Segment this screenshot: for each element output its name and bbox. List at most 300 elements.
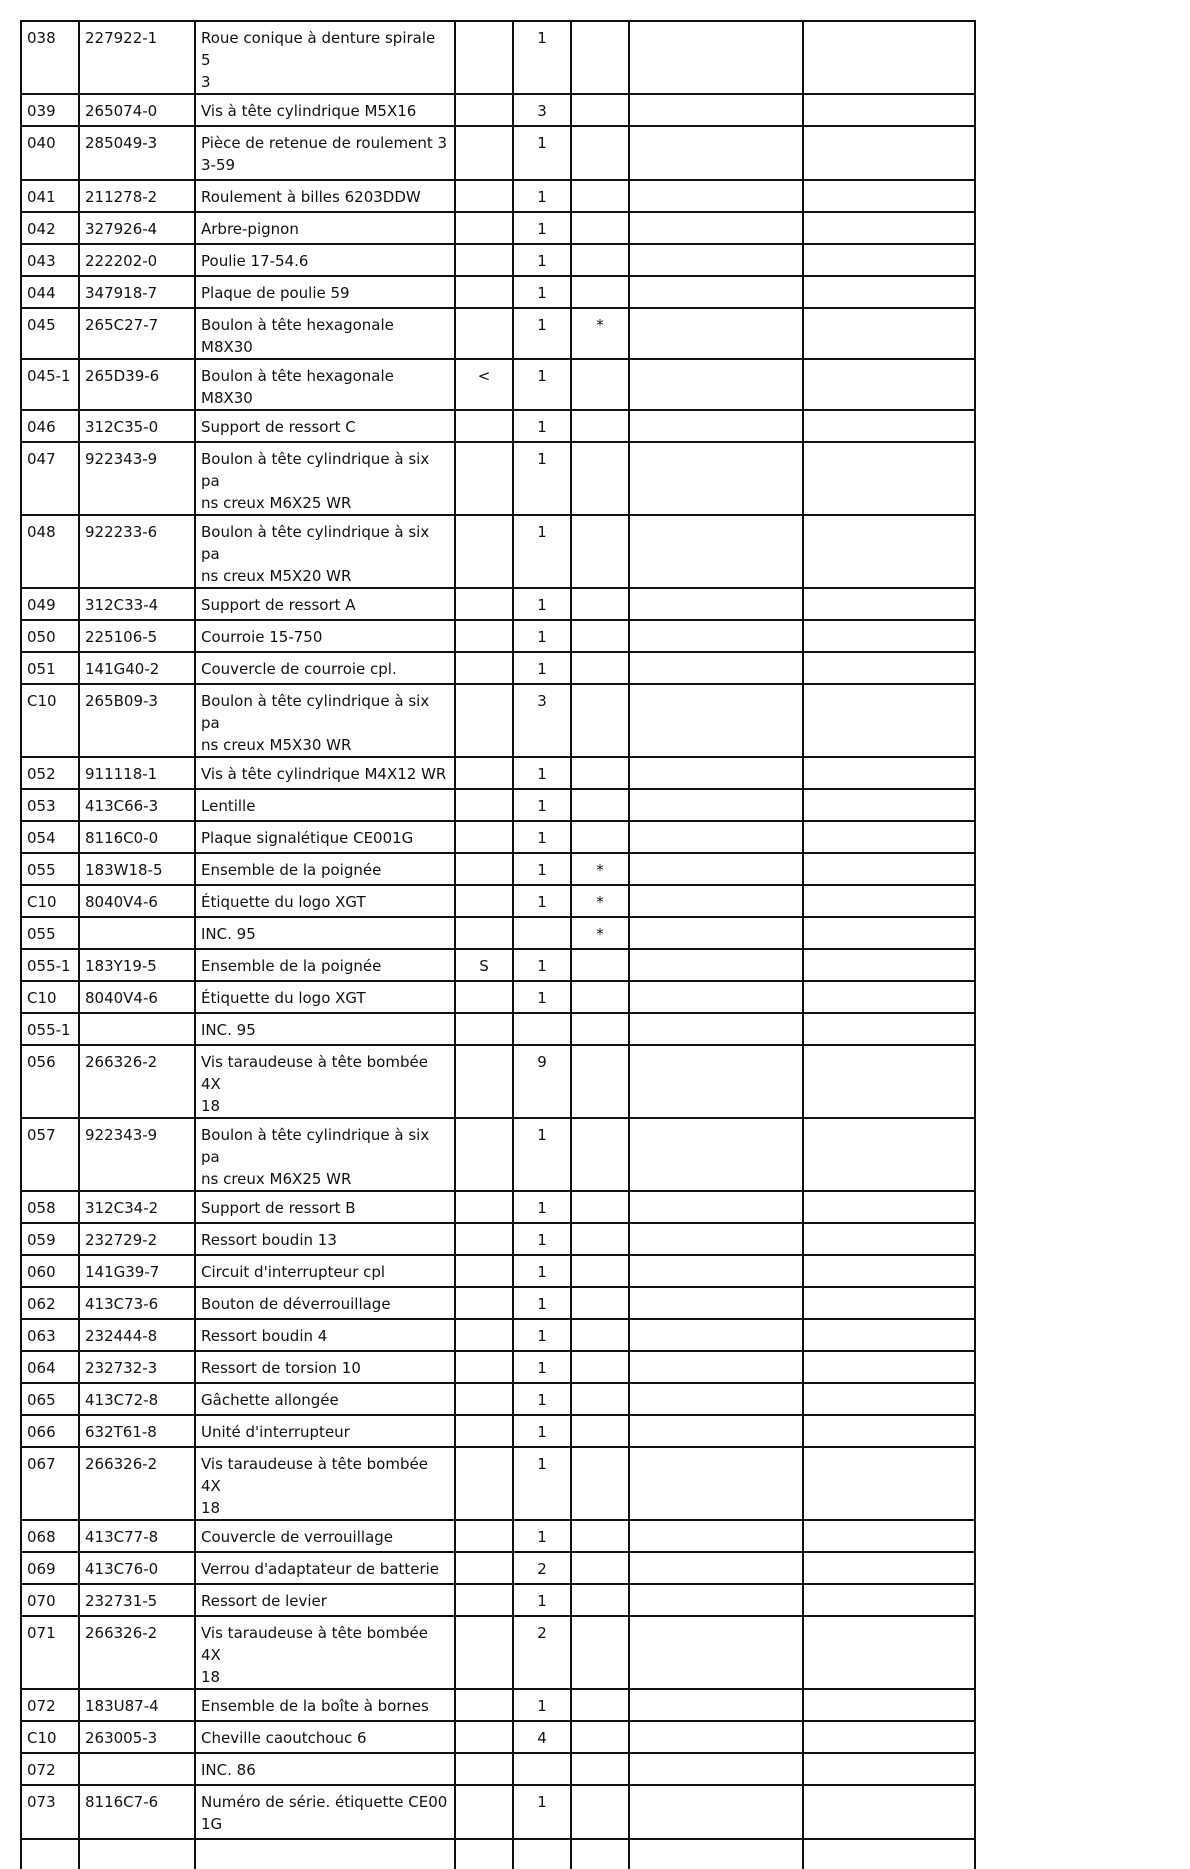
- blank-cell-2: [803, 1785, 975, 1839]
- blank-cell-2: [803, 515, 975, 588]
- part-number-cell: 266326-2: [79, 1616, 195, 1689]
- item-number-cell: 046: [21, 410, 79, 442]
- mark-cell: [455, 885, 513, 917]
- item-number-cell: 068: [21, 1520, 79, 1552]
- part-number-cell: 211278-2: [79, 180, 195, 212]
- description-cell: Ressort de torsion 10: [195, 1351, 455, 1383]
- blank-cell-2: [803, 1013, 975, 1045]
- mark-cell: <: [455, 359, 513, 410]
- star-cell: [571, 1287, 629, 1319]
- part-number-cell: [79, 1753, 195, 1785]
- star-cell: [571, 515, 629, 588]
- part-number-cell: 183U87-4: [79, 1689, 195, 1721]
- mark-cell: [455, 1785, 513, 1839]
- quantity-cell: 1: [513, 1319, 571, 1351]
- mark-cell: [455, 789, 513, 821]
- part-number-cell: 312C35-0: [79, 410, 195, 442]
- star-cell: [571, 588, 629, 620]
- blank-cell-1: [629, 757, 803, 789]
- blank-cell-2: [803, 94, 975, 126]
- table-row: [21, 1351, 975, 1383]
- table-row: [21, 949, 975, 981]
- table-row: [21, 1191, 975, 1223]
- item-number-cell: 059: [21, 1223, 79, 1255]
- item-number-cell: 067: [21, 1447, 79, 1520]
- quantity-cell: 3: [513, 94, 571, 126]
- blank-cell-1: [629, 1223, 803, 1255]
- star-cell: [571, 359, 629, 410]
- description-cell: Boulon à tête hexagonale M8X30: [195, 308, 455, 359]
- part-number-cell: 225106-5: [79, 620, 195, 652]
- quantity-cell: 1: [513, 212, 571, 244]
- star-cell: [571, 1616, 629, 1689]
- mark-cell: [455, 1552, 513, 1584]
- item-number-cell: 041: [21, 180, 79, 212]
- description-cell: Couvercle de verrouillage: [195, 1520, 455, 1552]
- description-cell: INC. 95: [195, 1013, 455, 1045]
- blank-cell-1: [629, 276, 803, 308]
- description-cell: Boulon à tête cylindrique à six pa ns creux M6X25 WR: [195, 1118, 455, 1191]
- part-number-cell: 265D39-6: [79, 359, 195, 410]
- blank-cell-2: [803, 949, 975, 981]
- part-number-cell: 922343-9: [79, 442, 195, 515]
- blank-cell-1: [629, 917, 803, 949]
- mark-cell: [455, 212, 513, 244]
- quantity-cell: 1: [513, 515, 571, 588]
- blank-cell-2: [803, 1520, 975, 1552]
- blank-cell-1: [629, 1351, 803, 1383]
- blank-cell-2: [803, 1255, 975, 1287]
- item-number-cell: 053: [21, 789, 79, 821]
- empty-cell: [79, 1839, 195, 1869]
- quantity-cell: 1: [513, 1223, 571, 1255]
- part-number-cell: 266326-2: [79, 1447, 195, 1520]
- mark-cell: [455, 180, 513, 212]
- blank-cell-2: [803, 981, 975, 1013]
- blank-cell-2: [803, 1118, 975, 1191]
- quantity-cell: 1: [513, 1785, 571, 1839]
- item-number-cell: C10: [21, 684, 79, 757]
- item-number-cell: 070: [21, 1584, 79, 1616]
- blank-cell-2: [803, 244, 975, 276]
- empty-cell: [455, 1839, 513, 1869]
- blank-cell-2: [803, 276, 975, 308]
- star-cell: [571, 1351, 629, 1383]
- table-row: [21, 1689, 975, 1721]
- part-number-cell: 8040V4-6: [79, 885, 195, 917]
- quantity-cell: 1: [513, 359, 571, 410]
- table-row: [21, 789, 975, 821]
- blank-cell-2: [803, 1319, 975, 1351]
- quantity-cell: 1: [513, 1351, 571, 1383]
- part-number-cell: 911118-1: [79, 757, 195, 789]
- blank-cell-1: [629, 949, 803, 981]
- mark-cell: [455, 442, 513, 515]
- item-number-cell: 055: [21, 853, 79, 885]
- part-number-cell: 8116C7-6: [79, 1785, 195, 1839]
- description-cell: Roue conique à denture spirale 5 3: [195, 21, 455, 94]
- description-cell: Poulie 17-54.6: [195, 244, 455, 276]
- blank-cell-1: [629, 515, 803, 588]
- star-cell: [571, 410, 629, 442]
- star-cell: [571, 821, 629, 853]
- mark-cell: [455, 1351, 513, 1383]
- table-row: [21, 1520, 975, 1552]
- blank-cell-1: [629, 652, 803, 684]
- item-number-cell: 040: [21, 126, 79, 180]
- part-number-cell: 232729-2: [79, 1223, 195, 1255]
- table-row: [21, 515, 975, 588]
- item-number-cell: 058: [21, 1191, 79, 1223]
- description-cell: Ensemble de la poignée: [195, 853, 455, 885]
- quantity-cell: 1: [513, 1255, 571, 1287]
- description-cell: Support de ressort A: [195, 588, 455, 620]
- part-number-cell: 922233-6: [79, 515, 195, 588]
- star-cell: [571, 1689, 629, 1721]
- blank-cell-1: [629, 1013, 803, 1045]
- mark-cell: [455, 21, 513, 94]
- blank-cell-2: [803, 684, 975, 757]
- star-cell: [571, 1520, 629, 1552]
- description-cell: Plaque de poulie 59: [195, 276, 455, 308]
- star-cell: *: [571, 853, 629, 885]
- quantity-cell: 1: [513, 1118, 571, 1191]
- table-row: [21, 652, 975, 684]
- item-number-cell: C10: [21, 885, 79, 917]
- table-row: [21, 1552, 975, 1584]
- item-number-cell: C10: [21, 981, 79, 1013]
- part-number-cell: 141G40-2: [79, 652, 195, 684]
- blank-cell-1: [629, 1584, 803, 1616]
- table-row: [21, 1753, 975, 1785]
- description-cell: Ressort de levier: [195, 1584, 455, 1616]
- blank-cell-2: [803, 1584, 975, 1616]
- description-cell: Circuit d'interrupteur cpl: [195, 1255, 455, 1287]
- table-row: [21, 126, 975, 180]
- mark-cell: [455, 244, 513, 276]
- blank-cell-1: [629, 359, 803, 410]
- star-cell: [571, 21, 629, 94]
- item-number-cell: 063: [21, 1319, 79, 1351]
- part-number-cell: 263005-3: [79, 1721, 195, 1753]
- item-number-cell: 042: [21, 212, 79, 244]
- table-row: [21, 1721, 975, 1753]
- description-cell: Cheville caoutchouc 6: [195, 1721, 455, 1753]
- mark-cell: [455, 410, 513, 442]
- item-number-cell: 039: [21, 94, 79, 126]
- item-number-cell: 051: [21, 652, 79, 684]
- blank-cell-1: [629, 94, 803, 126]
- blank-cell-1: [629, 442, 803, 515]
- description-cell: Support de ressort B: [195, 1191, 455, 1223]
- description-cell: Numéro de série. étiquette CE00 1G: [195, 1785, 455, 1839]
- parts-table: [20, 20, 976, 1869]
- mark-cell: S: [455, 949, 513, 981]
- parts-list-page: [20, 20, 976, 1869]
- quantity-cell: [513, 1013, 571, 1045]
- quantity-cell: 3: [513, 684, 571, 757]
- mark-cell: [455, 821, 513, 853]
- blank-cell-1: [629, 410, 803, 442]
- star-cell: [571, 1552, 629, 1584]
- star-cell: [571, 1223, 629, 1255]
- star-cell: [571, 1383, 629, 1415]
- blank-cell-2: [803, 853, 975, 885]
- description-cell: Vis taraudeuse à tête bombée 4X 18: [195, 1616, 455, 1689]
- mark-cell: [455, 1520, 513, 1552]
- table-row: [21, 684, 975, 757]
- star-cell: *: [571, 308, 629, 359]
- blank-cell-2: [803, 1223, 975, 1255]
- blank-cell-2: [803, 442, 975, 515]
- part-number-cell: 8040V4-6: [79, 981, 195, 1013]
- part-number-cell: 312C33-4: [79, 588, 195, 620]
- blank-cell-1: [629, 1721, 803, 1753]
- blank-cell-1: [629, 1753, 803, 1785]
- quantity-cell: 1: [513, 1287, 571, 1319]
- table-row: [21, 853, 975, 885]
- description-cell: Verrou d'adaptateur de batterie: [195, 1552, 455, 1584]
- table-row: [21, 1013, 975, 1045]
- table-row: [21, 1319, 975, 1351]
- star-cell: *: [571, 885, 629, 917]
- mark-cell: [455, 1689, 513, 1721]
- part-number-cell: 266326-2: [79, 1045, 195, 1118]
- quantity-cell: 4: [513, 1721, 571, 1753]
- mark-cell: [455, 652, 513, 684]
- table-row: [21, 308, 975, 359]
- part-number-cell: 265C27-7: [79, 308, 195, 359]
- item-number-cell: 066: [21, 1415, 79, 1447]
- table-row: [21, 757, 975, 789]
- item-number-cell: 056: [21, 1045, 79, 1118]
- quantity-cell: 1: [513, 410, 571, 442]
- star-cell: [571, 126, 629, 180]
- part-number-cell: 413C76-0: [79, 1552, 195, 1584]
- empty-cell: [513, 1839, 571, 1869]
- quantity-cell: 1: [513, 1689, 571, 1721]
- part-number-cell: 285049-3: [79, 126, 195, 180]
- star-cell: [571, 981, 629, 1013]
- star-cell: [571, 789, 629, 821]
- mark-cell: [455, 1255, 513, 1287]
- item-number-cell: 055-1: [21, 949, 79, 981]
- item-number-cell: 043: [21, 244, 79, 276]
- star-cell: [571, 1255, 629, 1287]
- blank-cell-2: [803, 308, 975, 359]
- blank-cell-1: [629, 588, 803, 620]
- star-cell: [571, 949, 629, 981]
- description-cell: Pièce de retenue de roulement 3 3-59: [195, 126, 455, 180]
- empty-cell: [803, 1839, 975, 1869]
- star-cell: [571, 620, 629, 652]
- table-row: [21, 1383, 975, 1415]
- blank-cell-2: [803, 652, 975, 684]
- blank-cell-1: [629, 1191, 803, 1223]
- description-cell: Ensemble de la poignée: [195, 949, 455, 981]
- part-number-cell: 265074-0: [79, 94, 195, 126]
- table-row: [21, 276, 975, 308]
- blank-cell-1: [629, 1552, 803, 1584]
- blank-cell-1: [629, 684, 803, 757]
- mark-cell: [455, 1045, 513, 1118]
- description-cell: INC. 95: [195, 917, 455, 949]
- mark-cell: [455, 1013, 513, 1045]
- mark-cell: [455, 620, 513, 652]
- star-cell: [571, 1013, 629, 1045]
- part-number-cell: 632T61-8: [79, 1415, 195, 1447]
- description-cell: Gâchette allongée: [195, 1383, 455, 1415]
- mark-cell: [455, 1415, 513, 1447]
- part-number-cell: 413C73-6: [79, 1287, 195, 1319]
- mark-cell: [455, 1191, 513, 1223]
- part-number-cell: 347918-7: [79, 276, 195, 308]
- blank-cell-1: [629, 789, 803, 821]
- description-cell: Bouton de déverrouillage: [195, 1287, 455, 1319]
- star-cell: [571, 1753, 629, 1785]
- description-cell: Ressort boudin 13: [195, 1223, 455, 1255]
- quantity-cell: 1: [513, 757, 571, 789]
- blank-cell-2: [803, 126, 975, 180]
- table-row: [21, 1584, 975, 1616]
- blank-cell-2: [803, 620, 975, 652]
- item-number-cell: 072: [21, 1689, 79, 1721]
- quantity-cell: 1: [513, 1520, 571, 1552]
- description-cell: Boulon à tête cylindrique à six pa ns creux M5X20 WR: [195, 515, 455, 588]
- star-cell: [571, 757, 629, 789]
- quantity-cell: 1: [513, 588, 571, 620]
- blank-cell-1: [629, 1689, 803, 1721]
- parts-table-body: [21, 21, 975, 1869]
- quantity-cell: 2: [513, 1616, 571, 1689]
- description-cell: Courroie 15-750: [195, 620, 455, 652]
- mark-cell: [455, 1223, 513, 1255]
- mark-cell: [455, 126, 513, 180]
- star-cell: [571, 684, 629, 757]
- blank-cell-2: [803, 821, 975, 853]
- mark-cell: [455, 1721, 513, 1753]
- table-row: [21, 620, 975, 652]
- quantity-cell: 1: [513, 981, 571, 1013]
- mark-cell: [455, 1584, 513, 1616]
- quantity-cell: 1: [513, 1415, 571, 1447]
- star-cell: [571, 1118, 629, 1191]
- blank-cell-2: [803, 1191, 975, 1223]
- mark-cell: [455, 1118, 513, 1191]
- blank-cell-2: [803, 1616, 975, 1689]
- description-cell: Plaque signalétique CE001G: [195, 821, 455, 853]
- item-number-cell: 060: [21, 1255, 79, 1287]
- star-cell: [571, 1191, 629, 1223]
- description-cell: Support de ressort C: [195, 410, 455, 442]
- table-row: [21, 885, 975, 917]
- blank-cell-1: [629, 821, 803, 853]
- table-row: [21, 1616, 975, 1689]
- quantity-cell: 1: [513, 126, 571, 180]
- table-row: [21, 410, 975, 442]
- description-cell: Roulement à billes 6203DDW: [195, 180, 455, 212]
- quantity-cell: [513, 1753, 571, 1785]
- quantity-cell: 1: [513, 442, 571, 515]
- quantity-cell: 1: [513, 789, 571, 821]
- blank-cell-1: [629, 1255, 803, 1287]
- mark-cell: [455, 1383, 513, 1415]
- table-row: [21, 180, 975, 212]
- table-row: [21, 212, 975, 244]
- quantity-cell: 1: [513, 853, 571, 885]
- part-number-cell: 222202-0: [79, 244, 195, 276]
- item-number-cell: 055-1: [21, 1013, 79, 1045]
- table-row: [21, 1118, 975, 1191]
- blank-cell-2: [803, 1689, 975, 1721]
- blank-cell-1: [629, 308, 803, 359]
- blank-cell-1: [629, 126, 803, 180]
- quantity-cell: 9: [513, 1045, 571, 1118]
- item-number-cell: 047: [21, 442, 79, 515]
- part-number-cell: 312C34-2: [79, 1191, 195, 1223]
- table-row: [21, 917, 975, 949]
- item-number-cell: 062: [21, 1287, 79, 1319]
- part-number-cell: 413C72-8: [79, 1383, 195, 1415]
- star-cell: [571, 94, 629, 126]
- blank-cell-1: [629, 1287, 803, 1319]
- quantity-cell: 1: [513, 1447, 571, 1520]
- quantity-cell: 1: [513, 620, 571, 652]
- blank-cell-2: [803, 1045, 975, 1118]
- part-number-cell: 265B09-3: [79, 684, 195, 757]
- blank-cell-2: [803, 1351, 975, 1383]
- blank-cell-1: [629, 1520, 803, 1552]
- blank-cell-1: [629, 1118, 803, 1191]
- item-number-cell: 065: [21, 1383, 79, 1415]
- description-cell: Étiquette du logo XGT: [195, 885, 455, 917]
- quantity-cell: 1: [513, 949, 571, 981]
- description-cell: Étiquette du logo XGT: [195, 981, 455, 1013]
- mark-cell: [455, 684, 513, 757]
- description-cell: Arbre-pignon: [195, 212, 455, 244]
- quantity-cell: 1: [513, 180, 571, 212]
- description-cell: Ensemble de la boîte à bornes: [195, 1689, 455, 1721]
- item-number-cell: 045-1: [21, 359, 79, 410]
- quantity-cell: 1: [513, 276, 571, 308]
- table-row-empty: [21, 1839, 975, 1869]
- blank-cell-1: [629, 1415, 803, 1447]
- empty-cell: [629, 1839, 803, 1869]
- blank-cell-2: [803, 21, 975, 94]
- item-number-cell: 054: [21, 821, 79, 853]
- table-row: [21, 1785, 975, 1839]
- item-number-cell: 038: [21, 21, 79, 94]
- part-number-cell: [79, 1013, 195, 1045]
- description-cell: Ressort boudin 4: [195, 1319, 455, 1351]
- quantity-cell: 1: [513, 244, 571, 276]
- star-cell: [571, 1319, 629, 1351]
- table-row: [21, 244, 975, 276]
- blank-cell-2: [803, 1721, 975, 1753]
- blank-cell-2: [803, 757, 975, 789]
- empty-cell: [21, 1839, 79, 1869]
- star-cell: [571, 1785, 629, 1839]
- quantity-cell: 1: [513, 1383, 571, 1415]
- description-cell: Vis à tête cylindrique M4X12 WR: [195, 757, 455, 789]
- item-number-cell: 071: [21, 1616, 79, 1689]
- blank-cell-1: [629, 244, 803, 276]
- part-number-cell: 141G39-7: [79, 1255, 195, 1287]
- item-number-cell: 064: [21, 1351, 79, 1383]
- part-number-cell: 413C77-8: [79, 1520, 195, 1552]
- blank-cell-2: [803, 180, 975, 212]
- item-number-cell: C10: [21, 1721, 79, 1753]
